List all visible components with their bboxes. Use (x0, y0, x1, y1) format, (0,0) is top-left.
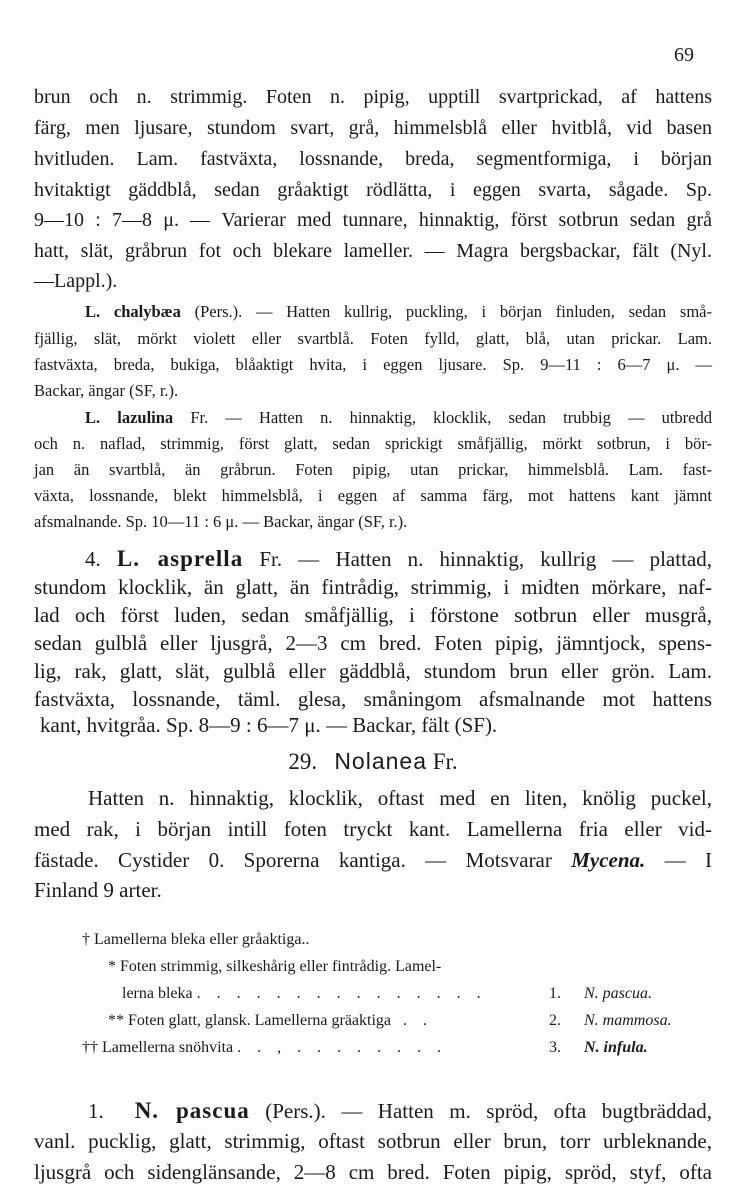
text-line: brun och n. strimmig. Foten n. pipig, upptill svartprickad, af hattens (34, 86, 712, 108)
text-line: vanl. pucklig, glatt, strimmig, oftast sotbrun eller brun, torr urbleknande, (34, 1129, 712, 1153)
species-entry-line: 1. N. pascua (Pers.). — Hatten m. spröd, ofta bugtbräddad, (88, 1098, 713, 1123)
text-line: växta, lossnande, blekt himmelsblå, i eggen af samma färg, mot hattens kant jämnt (34, 486, 712, 505)
text-line: hvitaktigt gäddblå, sedan gråaktigt rödlätta, i eggen svarta, sågade. Sp. (34, 179, 712, 201)
text-line: färg, men ljusare, stundom svart, grå, himmelsblå eller hvitblå, vid basen (34, 117, 712, 139)
key-line: ** Foten glatt, glansk. Lamellerna gräaktiga . . (108, 1012, 434, 1029)
text-line: Backar, ängar (SF, r.). (34, 381, 179, 400)
text-line: Hatten n. hinnaktig, klocklik, oftast med en liten, knölig puckel, (88, 786, 712, 810)
key-line: lerna bleka . . . . . . . . . . . . . . . (122, 985, 487, 1002)
text-line: och n. naflad, strimmig, först glatt, sedan sprickigt småfjällig, mörkt sotbrun, i bör- (34, 434, 712, 453)
text-line: 9—10 : 7—8 μ. — Varierar med tunnare, hinnaktig, först sotbrun sedan grå (34, 209, 712, 231)
text-line: fjällig, slät, mörkt violett eller svartblå. Foten fylld, glatt, blå, utan prickar. Lam. (34, 329, 712, 348)
text-line: fastväxta, breda, bukiga, blåaktigt hvita, i eggen ljusare. Sp. 9—11 : 6—7 μ. — (34, 355, 712, 374)
text-line: fästade. Cystider 0. Sporerna kantiga. — Motsvarar Mycena. — I (34, 848, 712, 872)
key-line: * Foten strimmig, silkeshårig eller fintrådig. Lamel- (108, 958, 442, 975)
text-line: kant, hvitgråa. Sp. 8—9 : 6—7 μ. — Backar, fält (SF). (40, 713, 498, 737)
species-entry-line: L. lazulina Fr. — Hatten n. hinnaktig, klocklik, sedan trubbig — utbredd (85, 408, 712, 427)
text-line: hatt, slät, gråbrun fot och blekare lameller. — Magra bergsbackar, fält (Nyl. (34, 240, 712, 262)
key-species: N. infula. (584, 1039, 648, 1056)
text-line: stundom klocklik, än glatt, än fintrådig, strimmig, i midten mörkare, naf- (34, 575, 712, 599)
species-name: L. asprella (116, 546, 244, 571)
species-entry-line: L. chalybæa (Pers.). — Hatten kullrig, puckling, i början finluden, sedan små- (85, 302, 713, 321)
text-line: ljusgrå och sidenglänsande, 2—8 cm bred. Foten pipig, spröd, styf, ofta (34, 1160, 712, 1184)
text-line: med rak, i början intill foten tryckt kant. Lamellerna fria eller vid- (34, 817, 712, 841)
text-line: hvitluden. Lam. fastväxta, lossnande, breda, segmentformiga, i början (34, 148, 712, 170)
key-line: †† Lamellerna snöhvita . . , . . . . . . . . (82, 1039, 448, 1056)
species-entry-line: 4. L. asprella Fr. — Hatten n. hinnaktig, kullrig — plattad, (85, 546, 712, 571)
page-number: 69 (674, 44, 694, 66)
key-number: 3. (549, 1039, 561, 1056)
genus-reference: Mycena. (571, 848, 646, 872)
key-number: 2. (549, 1012, 561, 1029)
species-name: L. chalybæa (85, 302, 181, 321)
text-line: —Lappl.). (34, 270, 118, 292)
key-species: N. mammosa. (584, 1012, 672, 1029)
text-line: fastväxta, lossnande, täml. glesa, småningom afsmalnande mot hattens (34, 687, 712, 711)
key-line: † Lamellerna bleka eller gråaktiga.. (82, 931, 310, 948)
species-name: L. lazulina (85, 408, 174, 427)
text-line: lig, rak, glatt, slät, gulblå eller gäddblå, stundom brun eller grön. Lam. (34, 659, 712, 683)
genus-heading: 29. Nolanea Fr. (288, 748, 458, 774)
text-line: afsmalnande. Sp. 10—11 : 6 μ. — Backar, ängar (SF, r.). (34, 512, 408, 531)
species-name: N. pascua (134, 1098, 250, 1123)
text-line: lad och först luden, sedan småfjällig, i förstone sotbrun eller musgrå, (34, 603, 712, 627)
key-number: 1. (549, 985, 561, 1002)
text-line: jan än svartblå, än gråbrun. Foten pipig, utan prickar, himmelsblå. Lam. fast- (34, 460, 712, 479)
text-line: Finland 9 arter. (34, 878, 162, 902)
key-species: N. pascua. (584, 985, 652, 1002)
text-line: sedan gulblå eller ljusgrå, 2—3 cm bred. Foten pipig, jämntjock, spens- (34, 631, 712, 655)
